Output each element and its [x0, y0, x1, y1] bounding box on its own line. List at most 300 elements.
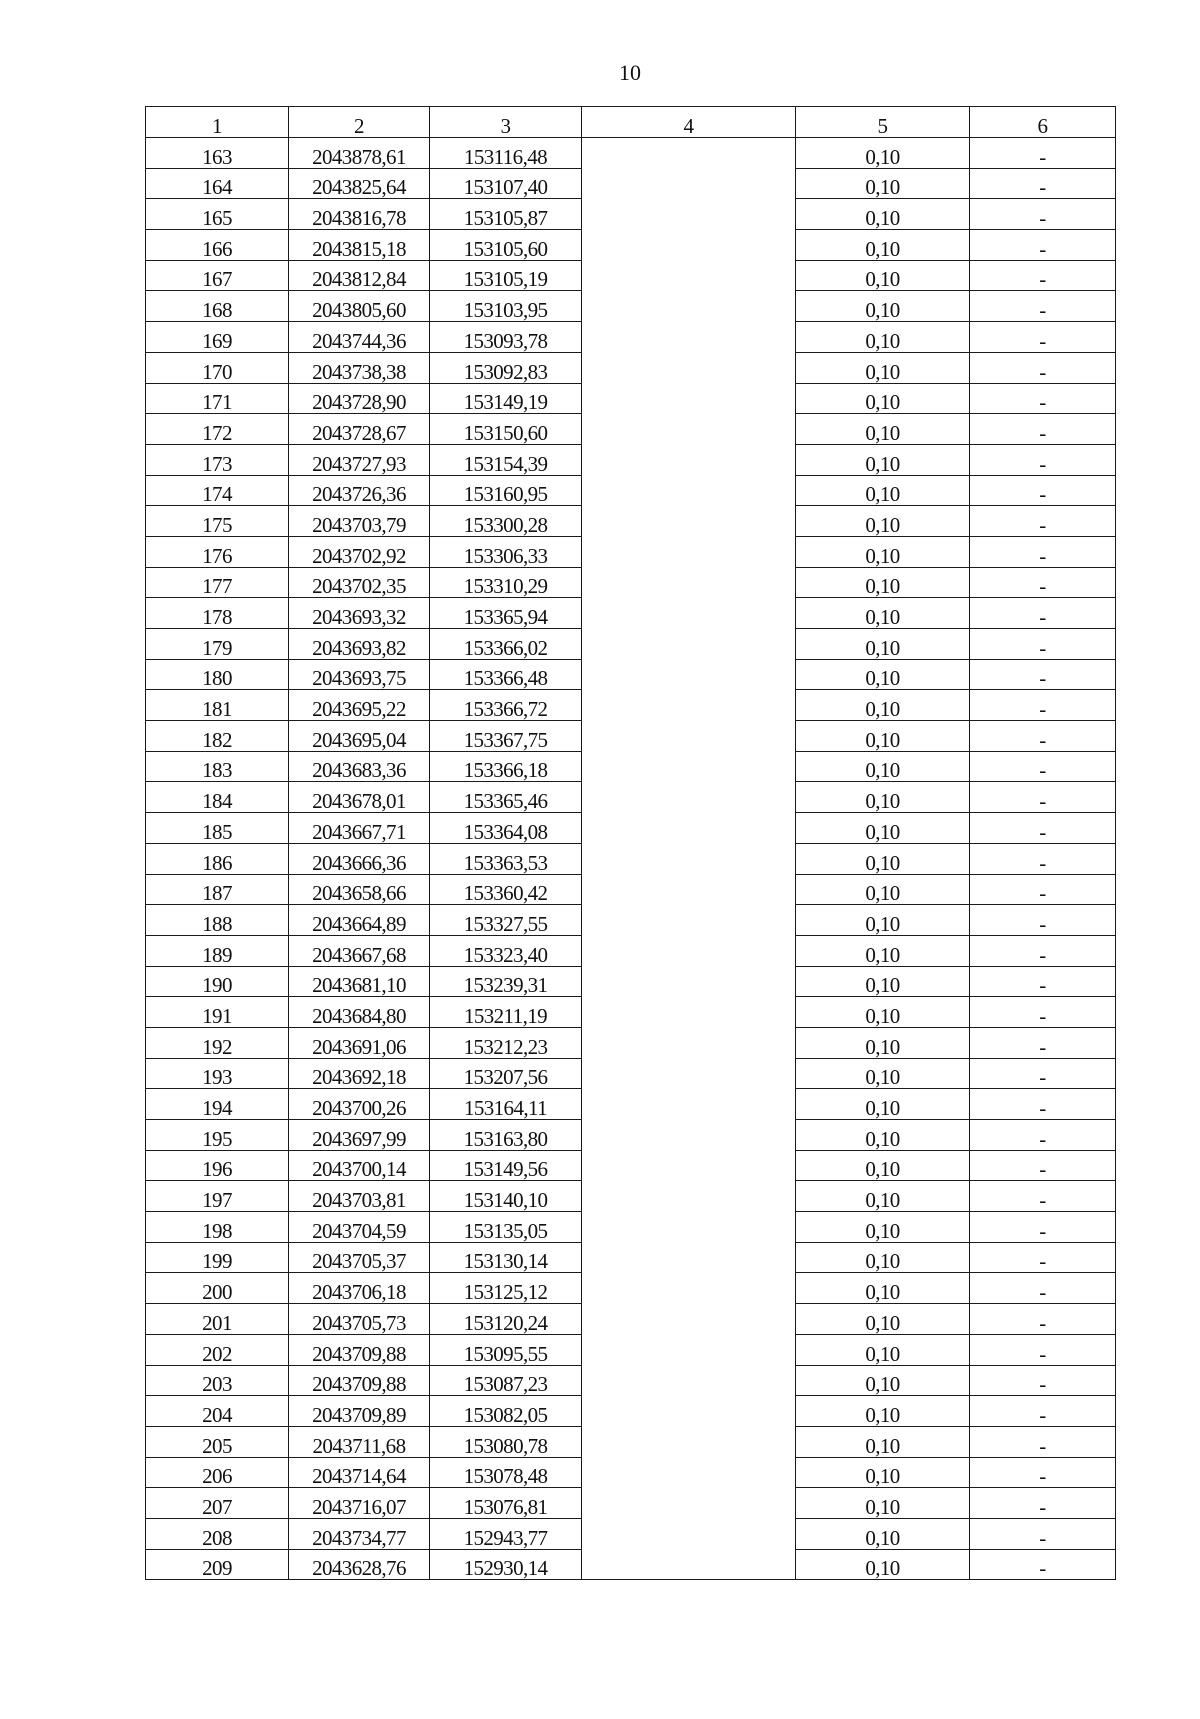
cell-x-coordinate: 2043744,36	[289, 322, 430, 353]
header-cell-6: 6	[970, 107, 1116, 138]
cell-accuracy: 0,10	[796, 966, 970, 997]
cell-column-6: -	[970, 905, 1116, 936]
cell-column-6: -	[970, 874, 1116, 905]
cell-accuracy: 0,10	[796, 475, 970, 506]
cell-point-number: 179	[146, 629, 289, 660]
cell-accuracy: 0,10	[796, 1365, 970, 1396]
cell-y-coordinate: 153154,39	[430, 444, 582, 475]
cell-column-6: -	[970, 536, 1116, 567]
cell-y-coordinate: 153078,48	[430, 1457, 582, 1488]
cell-x-coordinate: 2043815,18	[289, 230, 430, 261]
header-cell-4: 4	[582, 107, 796, 138]
table-row	[146, 1058, 1116, 1089]
cell-column-4	[582, 598, 796, 629]
table-row	[146, 168, 1116, 199]
cell-accuracy: 0,10	[796, 536, 970, 567]
cell-accuracy: 0,10	[796, 352, 970, 383]
cell-column-6: -	[970, 260, 1116, 291]
cell-y-coordinate: 153212,23	[430, 1027, 582, 1058]
cell-point-number: 166	[146, 230, 289, 261]
cell-y-coordinate: 153082,05	[430, 1396, 582, 1427]
cell-x-coordinate: 2043716,07	[289, 1488, 430, 1519]
cell-point-number: 191	[146, 997, 289, 1028]
cell-accuracy: 0,10	[796, 1457, 970, 1488]
cell-x-coordinate: 2043703,81	[289, 1181, 430, 1212]
cell-point-number: 208	[146, 1518, 289, 1549]
cell-point-number: 192	[146, 1027, 289, 1058]
cell-point-number: 204	[146, 1396, 289, 1427]
cell-column-4	[582, 1457, 796, 1488]
cell-y-coordinate: 153366,18	[430, 751, 582, 782]
cell-accuracy: 0,10	[796, 260, 970, 291]
cell-point-number: 172	[146, 414, 289, 445]
cell-x-coordinate: 2043692,18	[289, 1058, 430, 1089]
table-row	[146, 230, 1116, 261]
cell-y-coordinate: 153365,46	[430, 782, 582, 813]
cell-point-number: 190	[146, 966, 289, 997]
cell-y-coordinate: 153327,55	[430, 905, 582, 936]
page-number: 10	[619, 60, 641, 85]
cell-column-4	[582, 690, 796, 721]
cell-y-coordinate: 153149,56	[430, 1150, 582, 1181]
cell-column-4	[582, 536, 796, 567]
cell-column-6: -	[970, 751, 1116, 782]
cell-x-coordinate: 2043700,14	[289, 1150, 430, 1181]
cell-column-4	[582, 1027, 796, 1058]
cell-x-coordinate: 2043667,71	[289, 813, 430, 844]
cell-column-4	[582, 1089, 796, 1120]
cell-x-coordinate: 2043816,78	[289, 199, 430, 230]
cell-point-number: 185	[146, 813, 289, 844]
cell-point-number: 205	[146, 1426, 289, 1457]
cell-x-coordinate: 2043805,60	[289, 291, 430, 322]
cell-accuracy: 0,10	[796, 506, 970, 537]
cell-y-coordinate: 153366,48	[430, 659, 582, 690]
table-row	[146, 659, 1116, 690]
cell-y-coordinate: 153363,53	[430, 843, 582, 874]
cell-column-6: -	[970, 782, 1116, 813]
cell-column-6: -	[970, 230, 1116, 261]
table-row	[146, 506, 1116, 537]
cell-y-coordinate: 153080,78	[430, 1426, 582, 1457]
cell-column-4	[582, 1518, 796, 1549]
cell-y-coordinate: 153087,23	[430, 1365, 582, 1396]
table-row	[146, 536, 1116, 567]
cell-point-number: 168	[146, 291, 289, 322]
cell-column-4	[582, 1273, 796, 1304]
cell-y-coordinate: 153239,31	[430, 966, 582, 997]
cell-column-6: -	[970, 721, 1116, 752]
cell-accuracy: 0,10	[796, 751, 970, 782]
cell-accuracy: 0,10	[796, 1181, 970, 1212]
cell-accuracy: 0,10	[796, 168, 970, 199]
table-row	[146, 1212, 1116, 1243]
table-row	[146, 1488, 1116, 1519]
cell-accuracy: 0,10	[796, 1518, 970, 1549]
cell-point-number: 201	[146, 1304, 289, 1335]
cell-y-coordinate: 153366,72	[430, 690, 582, 721]
cell-column-4	[582, 230, 796, 261]
cell-accuracy: 0,10	[796, 659, 970, 690]
table-row	[146, 874, 1116, 905]
cell-accuracy: 0,10	[796, 1549, 970, 1580]
cell-accuracy: 0,10	[796, 1058, 970, 1089]
cell-accuracy: 0,10	[796, 1027, 970, 1058]
cell-column-6: -	[970, 1334, 1116, 1365]
cell-column-4	[582, 721, 796, 752]
table-row	[146, 1181, 1116, 1212]
cell-x-coordinate: 2043709,88	[289, 1334, 430, 1365]
table-row	[146, 1426, 1116, 1457]
table-row	[146, 782, 1116, 813]
cell-point-number: 186	[146, 843, 289, 874]
cell-accuracy: 0,10	[796, 1426, 970, 1457]
cell-x-coordinate: 2043666,36	[289, 843, 430, 874]
table-row	[146, 721, 1116, 752]
cell-column-6: -	[970, 1120, 1116, 1151]
cell-x-coordinate: 2043726,36	[289, 475, 430, 506]
cell-column-6: -	[970, 1549, 1116, 1580]
cell-point-number: 180	[146, 659, 289, 690]
cell-column-6: -	[970, 1212, 1116, 1243]
cell-accuracy: 0,10	[796, 690, 970, 721]
cell-y-coordinate: 153306,33	[430, 536, 582, 567]
cell-point-number: 202	[146, 1334, 289, 1365]
cell-y-coordinate: 153323,40	[430, 935, 582, 966]
cell-point-number: 203	[146, 1365, 289, 1396]
cell-column-6: -	[970, 1518, 1116, 1549]
cell-point-number: 184	[146, 782, 289, 813]
table-row	[146, 1334, 1116, 1365]
cell-point-number: 171	[146, 383, 289, 414]
cell-column-4	[582, 199, 796, 230]
cell-column-6: -	[970, 291, 1116, 322]
cell-accuracy: 0,10	[796, 414, 970, 445]
cell-column-6: -	[970, 414, 1116, 445]
cell-point-number: 206	[146, 1457, 289, 1488]
cell-x-coordinate: 2043693,32	[289, 598, 430, 629]
cell-column-4	[582, 168, 796, 199]
cell-column-6: -	[970, 966, 1116, 997]
table-row	[146, 138, 1116, 169]
cell-column-4	[582, 629, 796, 660]
cell-column-4	[582, 352, 796, 383]
cell-column-4	[582, 997, 796, 1028]
cell-accuracy: 0,10	[796, 138, 970, 169]
cell-point-number: 163	[146, 138, 289, 169]
coordinates-table	[145, 106, 1116, 1580]
cell-column-6: -	[970, 168, 1116, 199]
table-row	[146, 813, 1116, 844]
cell-column-6: -	[970, 1304, 1116, 1335]
cell-column-4	[582, 444, 796, 475]
cell-y-coordinate: 153149,19	[430, 383, 582, 414]
cell-x-coordinate: 2043691,06	[289, 1027, 430, 1058]
cell-column-4	[582, 1181, 796, 1212]
cell-accuracy: 0,10	[796, 1304, 970, 1335]
cell-x-coordinate: 2043714,64	[289, 1457, 430, 1488]
cell-y-coordinate: 153163,80	[430, 1120, 582, 1151]
cell-column-4	[582, 1365, 796, 1396]
cell-column-4	[582, 414, 796, 445]
table-row	[146, 935, 1116, 966]
cell-column-6: -	[970, 383, 1116, 414]
cell-point-number: 195	[146, 1120, 289, 1151]
cell-column-6: -	[970, 629, 1116, 660]
cell-x-coordinate: 2043697,99	[289, 1120, 430, 1151]
cell-point-number: 209	[146, 1549, 289, 1580]
cell-column-6: -	[970, 1488, 1116, 1519]
table-row	[146, 1089, 1116, 1120]
cell-point-number: 196	[146, 1150, 289, 1181]
table-row	[146, 291, 1116, 322]
cell-accuracy: 0,10	[796, 1120, 970, 1151]
cell-x-coordinate: 2043681,10	[289, 966, 430, 997]
cell-x-coordinate: 2043709,88	[289, 1365, 430, 1396]
cell-point-number: 164	[146, 168, 289, 199]
cell-y-coordinate: 153360,42	[430, 874, 582, 905]
cell-column-6: -	[970, 843, 1116, 874]
cell-x-coordinate: 2043667,68	[289, 935, 430, 966]
cell-point-number: 194	[146, 1089, 289, 1120]
cell-y-coordinate: 153367,75	[430, 721, 582, 752]
cell-y-coordinate: 153140,10	[430, 1181, 582, 1212]
cell-column-4	[582, 782, 796, 813]
cell-y-coordinate: 153160,95	[430, 475, 582, 506]
header-cell-5: 5	[796, 107, 970, 138]
header-row	[146, 107, 1116, 138]
header-cell-2: 2	[289, 107, 430, 138]
cell-point-number: 178	[146, 598, 289, 629]
cell-accuracy: 0,10	[796, 721, 970, 752]
cell-x-coordinate: 2043695,22	[289, 690, 430, 721]
cell-column-6: -	[970, 1396, 1116, 1427]
cell-column-6: -	[970, 1181, 1116, 1212]
table-row	[146, 444, 1116, 475]
table-row	[146, 690, 1116, 721]
cell-y-coordinate: 153105,87	[430, 199, 582, 230]
cell-y-coordinate: 153125,12	[430, 1273, 582, 1304]
cell-column-4	[582, 874, 796, 905]
cell-column-4	[582, 138, 796, 169]
table-row	[146, 383, 1116, 414]
cell-x-coordinate: 2043700,26	[289, 1089, 430, 1120]
cell-column-6: -	[970, 1273, 1116, 1304]
table-row	[146, 1120, 1116, 1151]
cell-y-coordinate: 153364,08	[430, 813, 582, 844]
table-row	[146, 629, 1116, 660]
cell-x-coordinate: 2043728,90	[289, 383, 430, 414]
cell-x-coordinate: 2043734,77	[289, 1518, 430, 1549]
cell-accuracy: 0,10	[796, 782, 970, 813]
table-row	[146, 260, 1116, 291]
cell-column-6: -	[970, 1242, 1116, 1273]
cell-column-4	[582, 1334, 796, 1365]
cell-column-4	[582, 1488, 796, 1519]
cell-column-4	[582, 506, 796, 537]
cell-point-number: 197	[146, 1181, 289, 1212]
table-header	[146, 107, 1116, 138]
cell-column-6: -	[970, 659, 1116, 690]
cell-y-coordinate: 153300,28	[430, 506, 582, 537]
cell-y-coordinate: 153365,94	[430, 598, 582, 629]
table-row	[146, 905, 1116, 936]
cell-column-6: -	[970, 506, 1116, 537]
cell-point-number: 198	[146, 1212, 289, 1243]
cell-column-4	[582, 475, 796, 506]
cell-y-coordinate: 153116,48	[430, 138, 582, 169]
cell-accuracy: 0,10	[796, 905, 970, 936]
cell-x-coordinate: 2043706,18	[289, 1273, 430, 1304]
cell-column-4	[582, 751, 796, 782]
cell-point-number: 182	[146, 721, 289, 752]
cell-accuracy: 0,10	[796, 1242, 970, 1273]
cell-point-number: 176	[146, 536, 289, 567]
cell-column-4	[582, 291, 796, 322]
cell-column-6: -	[970, 1426, 1116, 1457]
cell-x-coordinate: 2043711,68	[289, 1426, 430, 1457]
cell-column-4	[582, 260, 796, 291]
cell-x-coordinate: 2043709,89	[289, 1396, 430, 1427]
table-row	[146, 1457, 1116, 1488]
cell-x-coordinate: 2043738,38	[289, 352, 430, 383]
cell-y-coordinate: 153093,78	[430, 322, 582, 353]
cell-y-coordinate: 153366,02	[430, 629, 582, 660]
cell-point-number: 199	[146, 1242, 289, 1273]
cell-y-coordinate: 152930,14	[430, 1549, 582, 1580]
cell-column-4	[582, 1150, 796, 1181]
table-row	[146, 1549, 1116, 1580]
cell-column-6: -	[970, 444, 1116, 475]
cell-x-coordinate: 2043702,92	[289, 536, 430, 567]
cell-column-6: -	[970, 1365, 1116, 1396]
table-row	[146, 1150, 1116, 1181]
cell-x-coordinate: 2043683,36	[289, 751, 430, 782]
table-row	[146, 567, 1116, 598]
cell-point-number: 175	[146, 506, 289, 537]
cell-point-number: 200	[146, 1273, 289, 1304]
cell-column-4	[582, 659, 796, 690]
table-row	[146, 352, 1116, 383]
table-row	[146, 322, 1116, 353]
cell-accuracy: 0,10	[796, 1488, 970, 1519]
cell-column-6: -	[970, 1150, 1116, 1181]
cell-column-6: -	[970, 935, 1116, 966]
cell-accuracy: 0,10	[796, 1273, 970, 1304]
cell-accuracy: 0,10	[796, 444, 970, 475]
cell-x-coordinate: 2043825,64	[289, 168, 430, 199]
cell-point-number: 181	[146, 690, 289, 721]
cell-y-coordinate: 153120,24	[430, 1304, 582, 1335]
cell-point-number: 165	[146, 199, 289, 230]
table-row	[146, 598, 1116, 629]
cell-x-coordinate: 2043812,84	[289, 260, 430, 291]
cell-column-6: -	[970, 322, 1116, 353]
cell-x-coordinate: 2043664,89	[289, 905, 430, 936]
cell-column-6: -	[970, 199, 1116, 230]
cell-column-4	[582, 1304, 796, 1335]
cell-point-number: 170	[146, 352, 289, 383]
cell-y-coordinate: 153135,05	[430, 1212, 582, 1243]
table-row	[146, 751, 1116, 782]
cell-x-coordinate: 2043684,80	[289, 997, 430, 1028]
cell-point-number: 207	[146, 1488, 289, 1519]
cell-column-6: -	[970, 1027, 1116, 1058]
cell-column-4	[582, 1549, 796, 1580]
cell-point-number: 169	[146, 322, 289, 353]
cell-accuracy: 0,10	[796, 598, 970, 629]
cell-column-6: -	[970, 475, 1116, 506]
cell-column-4	[582, 1120, 796, 1151]
table-row	[146, 997, 1116, 1028]
cell-accuracy: 0,10	[796, 1212, 970, 1243]
cell-accuracy: 0,10	[796, 322, 970, 353]
table-row	[146, 199, 1116, 230]
cell-column-6: -	[970, 138, 1116, 169]
table-row	[146, 1304, 1116, 1335]
cell-column-4	[582, 1396, 796, 1427]
table-row	[146, 843, 1116, 874]
cell-y-coordinate: 153095,55	[430, 1334, 582, 1365]
cell-column-6: -	[970, 1058, 1116, 1089]
cell-accuracy: 0,10	[796, 291, 970, 322]
table-row	[146, 1396, 1116, 1427]
cell-accuracy: 0,10	[796, 997, 970, 1028]
cell-column-6: -	[970, 352, 1116, 383]
cell-column-4	[582, 1212, 796, 1243]
cell-y-coordinate: 153105,19	[430, 260, 582, 291]
cell-y-coordinate: 153076,81	[430, 1488, 582, 1519]
cell-x-coordinate: 2043628,76	[289, 1549, 430, 1580]
cell-y-coordinate: 152943,77	[430, 1518, 582, 1549]
cell-y-coordinate: 153103,95	[430, 291, 582, 322]
cell-point-number: 183	[146, 751, 289, 782]
cell-column-4	[582, 935, 796, 966]
cell-x-coordinate: 2043658,66	[289, 874, 430, 905]
cell-column-4	[582, 966, 796, 997]
cell-point-number: 187	[146, 874, 289, 905]
cell-accuracy: 0,10	[796, 383, 970, 414]
cell-accuracy: 0,10	[796, 199, 970, 230]
cell-column-6: -	[970, 1457, 1116, 1488]
cell-accuracy: 0,10	[796, 567, 970, 598]
cell-accuracy: 0,10	[796, 1089, 970, 1120]
table-row	[146, 1273, 1116, 1304]
table-row	[146, 1365, 1116, 1396]
table-row	[146, 1027, 1116, 1058]
cell-column-4	[582, 843, 796, 874]
header-cell-3: 3	[430, 107, 582, 138]
cell-accuracy: 0,10	[796, 935, 970, 966]
cell-accuracy: 0,10	[796, 1334, 970, 1365]
cell-accuracy: 0,10	[796, 813, 970, 844]
cell-accuracy: 0,10	[796, 874, 970, 905]
header-cell-1: 1	[146, 107, 289, 138]
cell-y-coordinate: 153310,29	[430, 567, 582, 598]
cell-x-coordinate: 2043878,61	[289, 138, 430, 169]
table-row	[146, 1242, 1116, 1273]
cell-accuracy: 0,10	[796, 1150, 970, 1181]
cell-y-coordinate: 153107,40	[430, 168, 582, 199]
cell-column-4	[582, 1242, 796, 1273]
cell-accuracy: 0,10	[796, 843, 970, 874]
table-body	[146, 138, 1116, 1580]
cell-column-4	[582, 813, 796, 844]
cell-x-coordinate: 2043705,37	[289, 1242, 430, 1273]
cell-accuracy: 0,10	[796, 629, 970, 660]
cell-x-coordinate: 2043704,59	[289, 1212, 430, 1243]
cell-column-6: -	[970, 997, 1116, 1028]
